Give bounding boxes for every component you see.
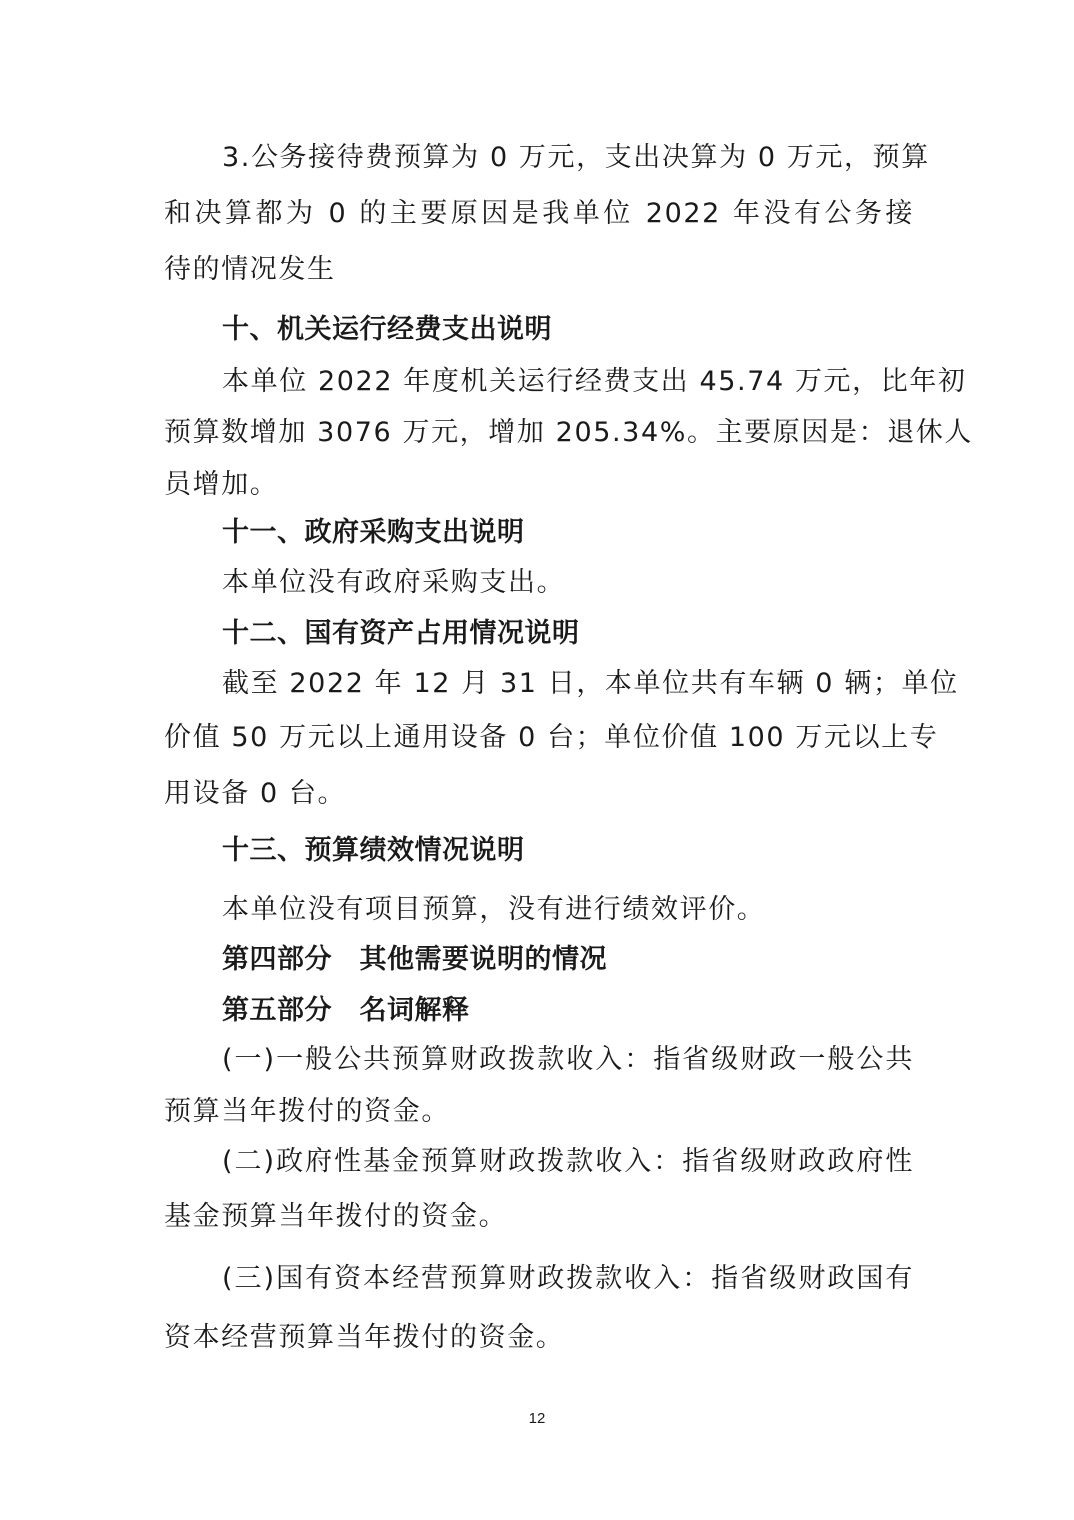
section-12-line3: 用设备 0 台。: [164, 778, 347, 809]
section-11-line1: 本单位没有政府采购支出。: [222, 567, 566, 598]
section-10-line1: 本单位 2022 年度机关运行经费支出 45.74 万元，比年初: [222, 366, 967, 397]
section-12-heading: 十二、国有资产占用情况说明: [222, 618, 580, 649]
part-4-heading: 第四部分 其他需要说明的情况: [222, 944, 607, 975]
definition-2-line2: 基金预算当年拨付的资金。: [164, 1201, 508, 1232]
section-10-line2: 预算数增加 3076 万元，增加 205.34%。主要原因是：退休人: [164, 417, 973, 448]
part-5-heading: 第五部分 名词解释: [222, 995, 470, 1026]
para3-line2: 和决算都为 0 的主要原因是我单位 2022 年没有公务接: [164, 198, 914, 229]
definition-3-line2: 资本经营预算当年拨付的资金。: [164, 1322, 565, 1353]
para3-line3: 待的情况发生: [164, 254, 336, 285]
definition-2-line1: (二)政府性基金预算财政拨款收入：指省级财政政府性: [222, 1146, 914, 1177]
section-12-line1: 截至 2022 年 12 月 31 日，本单位共有车辆 0 辆；单位: [222, 668, 959, 699]
para3-line1: 3.公务接待费预算为 0 万元，支出决算为 0 万元，预算: [222, 142, 930, 173]
section-10-line3: 员增加。: [164, 469, 279, 500]
definition-1-line2: 预算当年拨付的资金。: [164, 1096, 450, 1127]
section-13-heading: 十三、预算绩效情况说明: [222, 835, 525, 866]
page-number: 12: [528, 1410, 546, 1427]
section-13-line1: 本单位没有项目预算，没有进行绩效评价。: [222, 894, 766, 925]
definition-3-line1: (三)国有资本经营预算财政拨款收入：指省级财政国有: [222, 1263, 914, 1294]
definition-1-line1: (一)一般公共预算财政拨款收入：指省级财政一般公共: [222, 1044, 914, 1075]
section-11-heading: 十一、政府采购支出说明: [222, 517, 525, 548]
section-10-heading: 十、机关运行经费支出说明: [222, 314, 552, 345]
section-12-line2: 价值 50 万元以上通用设备 0 台；单位价值 100 万元以上专: [164, 722, 939, 753]
